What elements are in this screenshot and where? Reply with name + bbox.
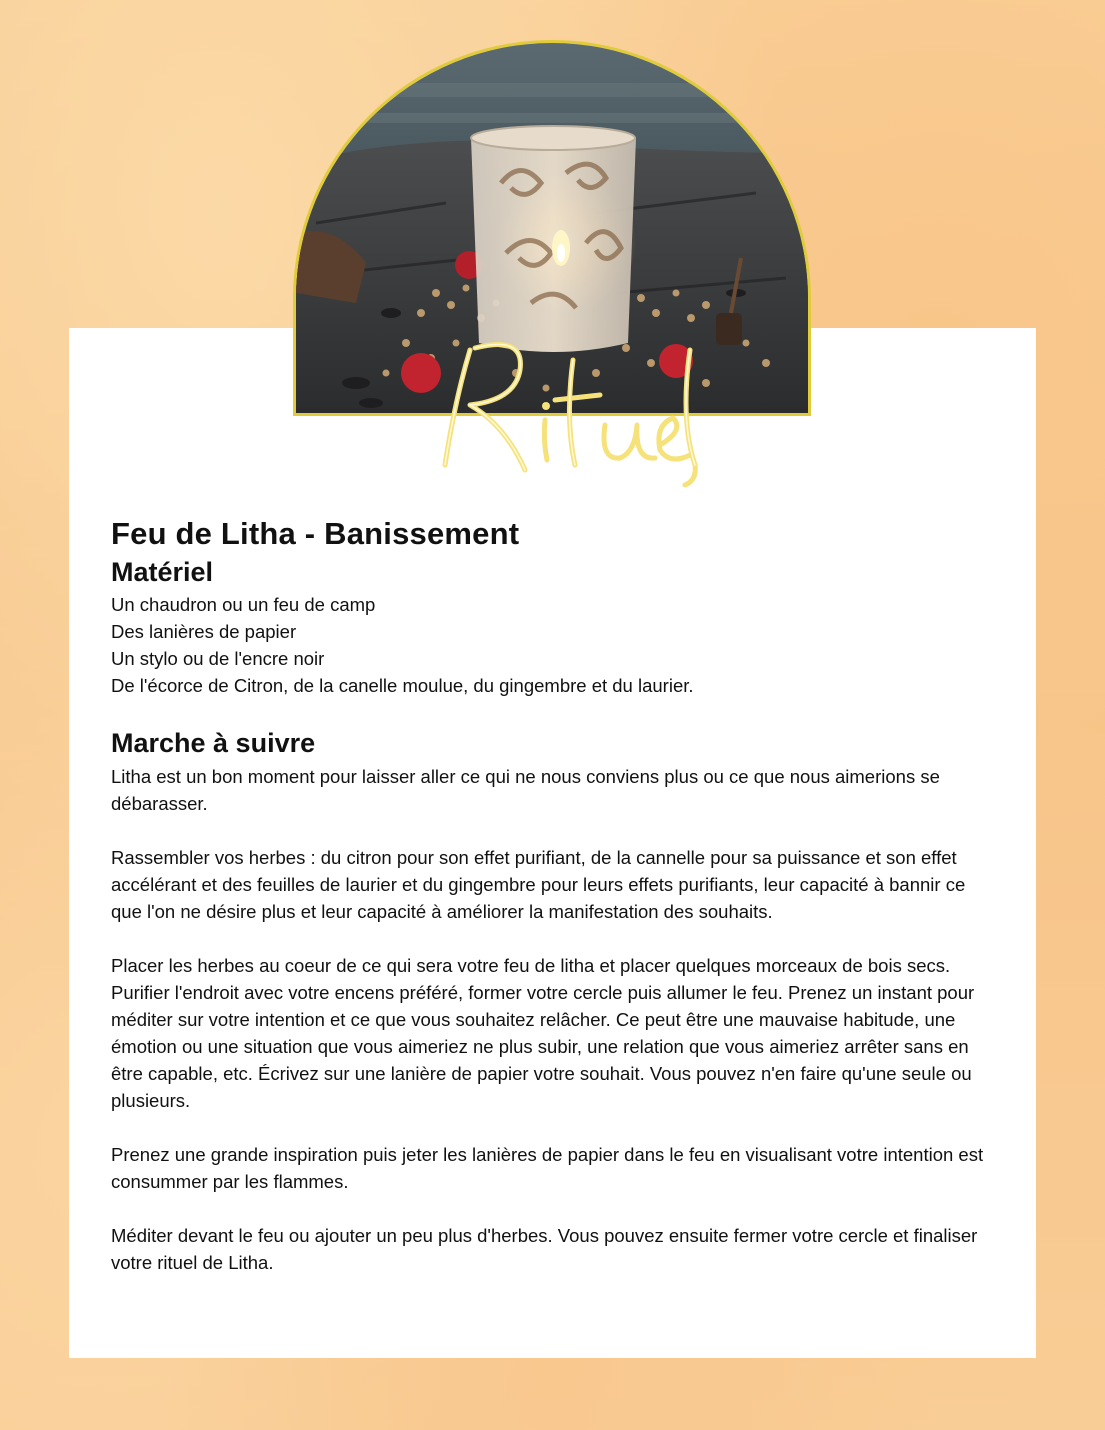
list-item: Un chaudron ou un feu de camp	[111, 594, 376, 615]
step-paragraph: Placer les herbes au coeur de ce qui sera votre feu de litha et placer quelques morceaux de bois secs. Purifier l'endroit avec votre encens préféré, former votre cercle puis allumer le feu. Prenez un instant pour méditer sur votre intention et ce que vous souhaitez relâcher. Ce peut être une mauvaise habitude, une émotion ou une situation que vous aimeriez ne plus subir, une relation que vous aimeriez arrêter sans en être capable, etc. Écrivez sur une lanière de papier votre souhait. Vous pouvez n'en faire qu'une seule ou plusieurs.	[111, 955, 975, 1111]
steps-heading: Marche à suivre	[111, 728, 316, 758]
rituel-script-title	[415, 330, 705, 495]
list-item: Un stylo ou de l'encre noir	[111, 648, 325, 669]
materials-list	[111, 591, 1001, 699]
ritual-title: Feu de Litha - Banissement	[111, 516, 520, 551]
steps-body	[111, 763, 1001, 1276]
ritual-content	[111, 514, 1001, 1303]
materials-heading: Matériel	[111, 557, 214, 587]
list-item: Des lanières de papier	[111, 621, 297, 642]
step-paragraph: Rassembler vos herbes : du citron pour son effet purifiant, de la cannelle pour sa puissance et son effet accélérant et des feuilles de laurier et du gingembre pour leurs effets purifiants, leur capacité à bannir ce que l'on ne désire plus et leur capacité à améliorer la manifestation des souhaits.	[111, 847, 966, 922]
step-paragraph: Méditer devant le feu ou ajouter un peu plus d'herbes. Vous pouvez ensuite fermer votre cercle et finaliser votre rituel de Litha.	[111, 1225, 978, 1273]
list-item: De l'écorce de Citron, de la canelle moulue, du gingembre et du laurier.	[111, 675, 694, 696]
step-paragraph: Prenez une grande inspiration puis jeter les lanières de papier dans le feu en visualisant votre intention est consummer par les flammes.	[111, 1144, 984, 1192]
step-paragraph: Litha est un bon moment pour laisser aller ce qui ne nous conviens plus ou ce que nous aimerions se débarasser.	[111, 766, 940, 814]
